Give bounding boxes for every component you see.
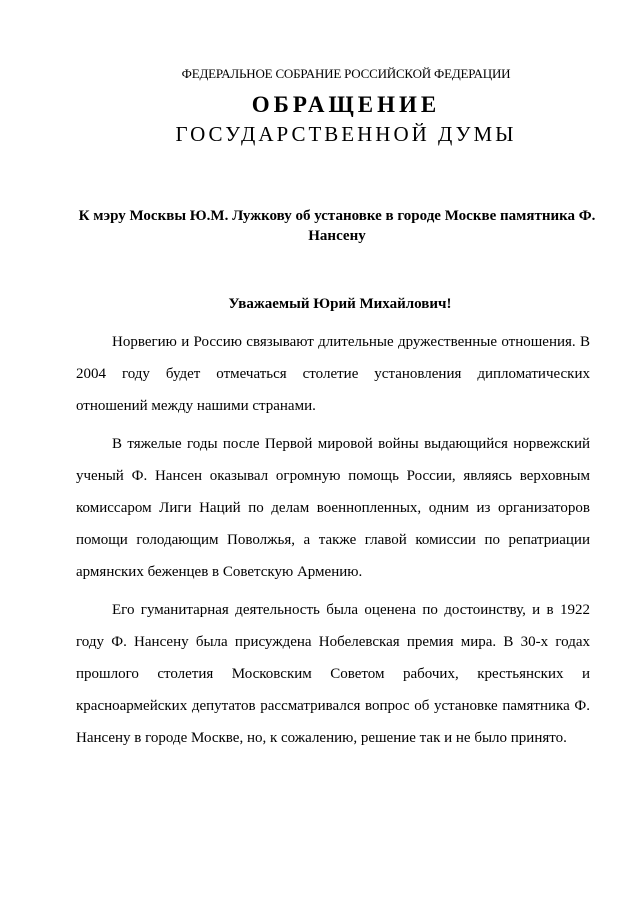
body-paragraph-1: Норвегию и Россию связывают длительные дружественные отношения. В 2004 году будет отмечаться столетие установления дипломатических отношений между нашими странами.: [76, 334, 590, 414]
document-body: [76, 326, 590, 754]
organization-header: ФЕДЕРАЛЬНОЕ СОБРАНИЕ РОССИЙСКОЙ ФЕДЕРАЦИИ: [181, 66, 511, 81]
body-paragraph-2: В тяжелые годы после Первой мировой войны выдающийся норвежский ученый Ф. Нансен оказывал огромную помощь России, являясь верховным комиссаром Лиги Наций по делам военнопленных, одним из организаторов помощи голодающим Поволжья, а также главой комиссии по репатриации армянских беженцев в Советскую Армению.: [76, 436, 590, 580]
document-subject: К мэру Москвы Ю.М. Лужкову об установке в городе Москве памятника Ф. Нансену: [78, 208, 596, 244]
document-type-title: ОБРАЩЕНИЕ: [251, 92, 441, 117]
issuing-body-name: ГОСУДАРСТВЕННОЙ ДУМЫ: [175, 122, 517, 146]
body-paragraph-3: Его гуманитарная деятельность была оценена по достоинству, и в 1922 году Ф. Нансену была присуждена Нобелевская премия мира. В 30-х годах прошлого столетия Московским Советом рабочих, крестьянских и красноармейских депутатов рассматривался вопрос об установке памятника Ф. Нансену в городе Москве, но, к сожалению, решение так и не было принято.: [76, 602, 590, 746]
salutation: Уважаемый Юрий Михайлович!: [228, 296, 452, 312]
